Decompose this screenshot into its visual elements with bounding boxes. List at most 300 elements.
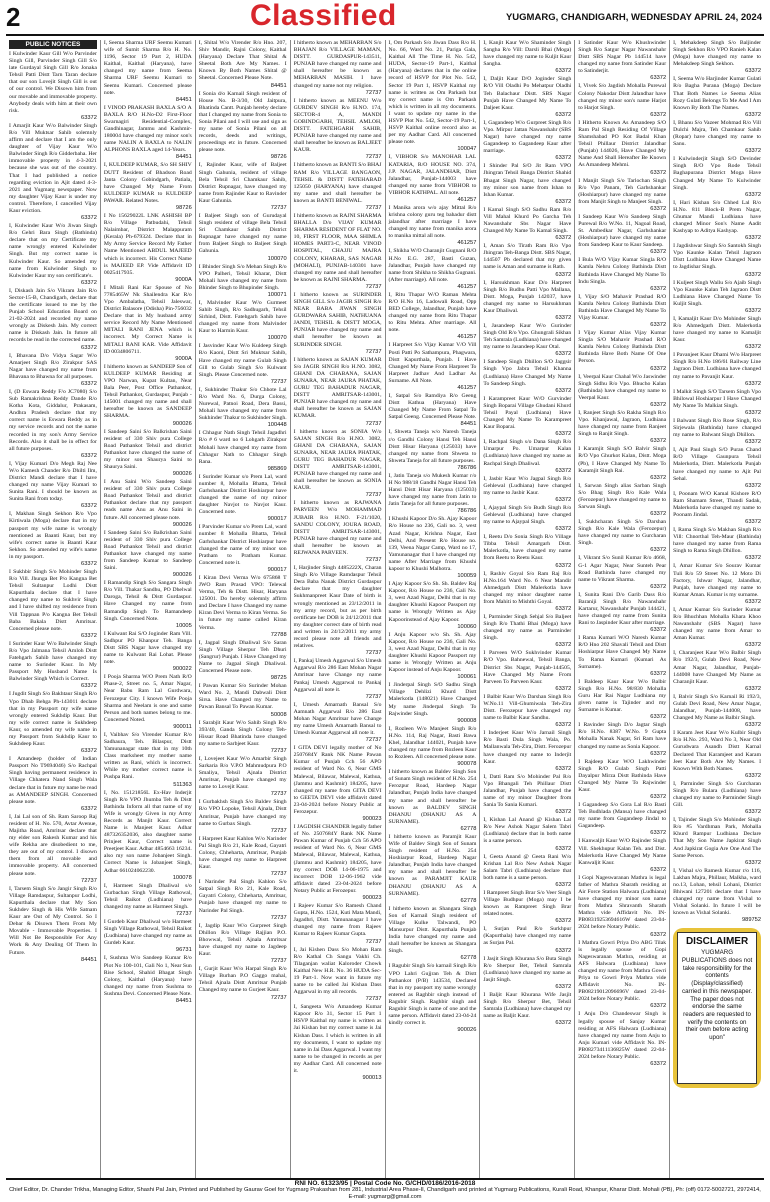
notice-ref: 62778 bbox=[460, 897, 477, 904]
notice-ref: 63372 bbox=[745, 148, 761, 155]
notice-text: I, Kishan Lal Anand @ Kishan Lal R/o New Ashok Nagar Salem Tabri (Ludhiana) declare that in both name is a same person. bbox=[483, 817, 572, 845]
notice-text: I Jinderpal Singh S/O Sadhu Singh Village Dehlizi Khurd Distt Malerkotla (148021) Have Changed My name Jinderpal Singh To Rajwinder Singh. bbox=[388, 682, 477, 717]
notice-text: I, Seema Sharma URF Seemu Kumari wife of Sumit Sharma R/o H. No. 1196, Sector 19 Part 2, HUDA Kaithal, Kaithal (Haryana), have changed my name from Seema Sharma URF Seemu Kumari to Seemu Kumari. Concerned please note. bbox=[103, 40, 192, 96]
column bbox=[196, 40, 291, 1180]
notice-text: I hitherto known as Shangara Singh Son of Karnail Singh resident of Village Kulke Talwandi, PO Mansurpur Distt. Kapurthala Punjab India have changed my name and shall hereafter be known as Shangara Singh. bbox=[388, 905, 477, 955]
notice-ref: 72737 bbox=[270, 958, 287, 965]
notice-ref: 84451 bbox=[175, 997, 192, 1004]
notice-text: I Amandeep (holder of Indian Passport No T9694046) S/o Rachpal Singh having permanent residence in Village Chhatera Nand Singh Wala declare that in future my name be read as AMANDEEP SINGH. Concerned please note. bbox=[9, 756, 97, 805]
notice-text: I Balbir Kaur W/o Darshan Singh R/o W.No.11 Vill-Ghumiwala Teh-Zira Distt. Ferozepur have changed my name to Balbir Kaur Sandhu. bbox=[483, 693, 572, 722]
notice-ref: 72737 bbox=[175, 911, 192, 918]
column bbox=[480, 40, 575, 1180]
notice-text: I hitherto known as MEHARBAN S/o BHAJAN R/o VILLAGE MAMAN, DISTT. GURDASPUR-143511, PUNJAB have changed my name and shall hereafter be known as MEHARBAN MASIH. I have changed my name not my religion. bbox=[293, 40, 382, 89]
notice-ref: 72737 bbox=[365, 492, 382, 499]
column bbox=[670, 40, 764, 1180]
notice-text: I, Ritu Thapar W/O Raman Mehta R/O H.No 16, Ladowali Road, Opp BED College, Jalandhar, Punjab have changed my name from Ritu Thapar to Ritu Mehta. After marriage. All note. bbox=[388, 291, 477, 334]
notice-ref: 900026 bbox=[172, 521, 192, 528]
notice-ref: 63372 bbox=[81, 344, 97, 351]
notice-ref: 63372 bbox=[650, 547, 667, 554]
notice-text: I, Datti Ram S/o Mohinder Pal R/o Vpo Bhangali Teh Phillaur Distt Jalandhar, Punjab have changed the name of my minor Daughter from Sania To Sania Kumari. bbox=[483, 773, 572, 809]
notice-text: I Rampreet Singh Brar S/o Veer Singh Village Budhpur (Moga) may I be known as Rampreet Singh Brar related notes. bbox=[483, 889, 572, 918]
notice-ref: 900022 bbox=[172, 666, 192, 673]
notice-ref: 72737 bbox=[365, 938, 382, 945]
notice-ref: 9000A bbox=[175, 276, 192, 283]
notice-ref: 72737 bbox=[270, 204, 287, 211]
column bbox=[575, 40, 670, 1180]
notice-text: I, KULDEEP KUMAR, S/o SH SHIV DUTT Resident of Bhadson Road Janta Colony Gobindgarh, Patiala, have Changed My Name From KULDEEP KUMAR to KULDEEP PAWAR. Related Notes. bbox=[103, 162, 192, 204]
notice-ref: 84451 bbox=[270, 82, 287, 89]
notice-text: I Kiran Devi Verma W/o 675868 T JWO Ram Prasad VPO: Telewal Verma, Teh & Distt. Hisar, Haryana 125001. Do hereby solemnly affirm and Declare I have Changed my name Kiran Devi Verma to Kiran Verma. So in future my name called Kiran Verma. bbox=[198, 574, 287, 631]
notice-ref: 461257 bbox=[457, 283, 477, 290]
notice-ref: 461257 bbox=[457, 196, 477, 203]
notice-text: I, Vijay S/O Mahavir Prashad R/O Kamla Nehru Colony Bathinda Distt Bathinda Have Changed My Name To Vijay Kumar. bbox=[578, 293, 667, 321]
notice-text: I, Reetu D/o Sonia Singh R/o Village Tibba Tehsil Amargarh Distt. Malerkotla, have changed my name from Reetu to Reetu Kaur. bbox=[483, 534, 572, 562]
notice-text: I, Malvinder Kaur W/o Gurmeet Sahib Singh, R/o Sadhugarh, Tehsil Sirhind, Distt. Fatehgarh Sahib have changed my name from Malvinder Kaur to Harmin Kaur. bbox=[198, 299, 287, 335]
notice-ref: 63372 bbox=[745, 482, 761, 489]
notice-text: I, Amar Kumar S/o Sourav Kumar Tuli R/o 59 Street No. 12 Moto Di Factory, Ishwar Nagar, Jalandhar, Punjab, have changed my name to Kumar Aman. Kumar is my surname. bbox=[673, 563, 761, 598]
notice-text: I, Poonam W/O Kamal Kishore R/O Ram Shamam Street, Thandi Sadak, Malerkotla have changed my name to Poonam Jindal. bbox=[673, 490, 761, 518]
notice-ref: 63372 bbox=[81, 215, 97, 222]
notice-text: I GITA DEVI legally mother of No 2507684Y Rank NK Name Pawan Kumar of Punjab Cch 56 APO resident of Ward No. 6, Near GMS Malewal, Bilawar, Malewal, Kathua, (Jammu and Kashmir) 184205, have changed my name from GITA DEVI to GEETA DEVI vide affidavit dated 23-04-2024 before Notary Public at Ferozepur. bbox=[293, 745, 382, 815]
notice-text: I, Mehakdeep Singh S/o Baljinder Singh Sekhon R/o VPO Ranieh Kalan (Moga) have changed my name to Mehakdeep Singh Sekhon. bbox=[673, 40, 761, 68]
footer-imprint: Chief Editor, Dr. Chander Trikha, Managing Editor, Shashi Pal Jain, Printed and Published by Gaurav Goel for Yugmarg Prakashan from 281, Industrial Area Phase-II, Chandigarh and printed at Yugmarg Publications, Kurali Road, Khanpur, Kharar Distt. Mohali (PB), Ph: (off) 0172-5002721, 2972414, E-mail: yugmarg@gmail.com bbox=[9, 1187, 761, 1200]
notice-ref: 900023 bbox=[362, 816, 382, 823]
notice-ref: 900017 bbox=[267, 566, 287, 573]
notice-text: I Ajay Kapoor S/o Sh. Sh. Baldev Raj Kapoor, R/o House no 236, Gali No. 3, west Azad Nagar, Delhi that in my daughter Khushi Kapoor Passport my name is Wrongly Written as Ajay Kapoorinstead of Ajay Kapoor. bbox=[388, 581, 477, 623]
notice-text: I Jugdit Singh S/o Bakhtaur Singh R/o Vpo Dhab Behga Ph-143011 declare that in my Passport my wife name wrongly entered Sukhdip Kaur. But my wife correct name is Sukhdeep Kaur, so amended my wife name in my Passport from Sukhdip Kaur to Sukhdeep Kaur. bbox=[9, 691, 97, 748]
page-number: 2 bbox=[6, 2, 21, 32]
notice-ref: 63372 bbox=[555, 68, 572, 75]
notice-text: I Gagandeep S/o Gora Lal R/o Basti Teh Budhlada (Mansa) have changed my name from Gagandeep Jindal to Gagandeep. bbox=[578, 802, 667, 830]
notice-ref: 63372 bbox=[745, 235, 761, 242]
notice-ref: 63372 bbox=[650, 931, 667, 938]
notice-text: I Bula W/O Vijay Kumar Singla R/O Kamla Nehru Colony Bathinda Distt Bathinda Have Changed My Name To Indu Singla. bbox=[578, 257, 667, 285]
notice-ref: 63372 bbox=[555, 351, 572, 358]
notice-text: I, Rachpal Singh s/o Dana Singh R/o Umarpur Po. Umarpur Kalan (Ludhiana) have changed my name as Rachpal Singh Dhaliwal. bbox=[483, 439, 572, 467]
notice-ref: 72737 bbox=[270, 378, 287, 385]
notice-text: I, Ajaypal Singh S/o Budh Singh R/o Gehlewal (Ludhiana) have changed my name to Ajaypal Singh. bbox=[483, 504, 572, 526]
notice-ref: 63372 bbox=[650, 249, 667, 256]
notice-text: I Chhagur Nath Singh Tehsil Jagadhri R/o # 6 ward no 6 Lohgarh Zirakpur Mohali have changed my name from Chhagur Nath to Chhagur Singh Rana. bbox=[198, 430, 287, 465]
notice-ref: 62778 bbox=[460, 955, 477, 962]
notice-text: I Sonia d/o Karnail Singh resident of House No. B-3/30, Old Jaitpura, Bhatinda Cantt. Punjab hereby declare that I changed my name from Sonia to Sonia Pilani and I will use and sign as my name of Sonia Pilani on all records, deeds and writings, proceedings etc in future. Concerned please note. bbox=[198, 90, 287, 154]
notice-text: I, Surjan Paul R/o Surkhpur (Kapurthala) have changed my name as Surjan Pal. bbox=[483, 926, 572, 947]
page-title: Classified bbox=[250, 0, 397, 32]
column bbox=[101, 40, 196, 1180]
notice-text: I Ravinder Singh D/o Jagtar Singh R/o H.No. 8387 W.No. 9 Gupta Mohalla Nanak Nagar, Sri Ram have changed my name as Sonia Kapoor. bbox=[578, 722, 667, 750]
notice-ref: 63372 bbox=[650, 75, 667, 82]
notice-ref: 72737 bbox=[270, 747, 287, 754]
notice-ref: 100047 bbox=[457, 146, 477, 153]
notice-text: I, (D Eswara Reddy F/o JC7080) S/o Sub Ramakrishna Reddy Dande R/o Kotha Kota, Giddalur, Prakasam, Andhra Pradesh declare that my correct name is Eswara Reddy as in my service records and not the name recorded in my son's Army Service Records. Also it shall be in effect for all future purposes. bbox=[9, 388, 97, 452]
notice-ref: 63372 bbox=[745, 344, 761, 351]
notice-text: I, Harmeet Singh Dhaliwal s/o Gurbachan Singh Village Rathowal, Tehsil Raikot (Ludhiana) have changed my name as Harmeet Singh. bbox=[103, 882, 192, 910]
notice-ref: 63372 bbox=[81, 452, 97, 459]
notice-ref: 100448 bbox=[267, 422, 287, 429]
notice-text: I Jagdishwar Singh S/o Santokh Singh Vpo Kaunke Kalan Tehsil Jagraon Distt Ludhiana Have Changed Name to Jagdishar Singh. bbox=[673, 243, 761, 271]
notice-ref: 63372 bbox=[650, 1003, 667, 1010]
notice-ref: 900026 bbox=[172, 572, 192, 579]
notice-ref: 63372 bbox=[745, 685, 761, 692]
notice-text: I Satinder Kaur W/o Khushwinder Singh R/o Satgur Nagar Nawanshahr Distt SBS Nagar Pb 144514 have changed my name from Satinder Kaur to Satinderjit. bbox=[578, 40, 667, 75]
notice-ref: 63372 bbox=[555, 918, 572, 925]
notice-ref: 50008 bbox=[270, 711, 287, 718]
notice-text: I Surinder Kumar s/o Prem Lal, ward number 8, Mohalla Bhatta, Tehsil Garhshankar District Hoshiarpur have changed the name of my minor daughter Navjot to Navjot Kaur. Concerned note. bbox=[198, 473, 287, 516]
notice-text: I, Shweta Taneja w/o Naresh Taneja r/o Gandhi Colony Hansi Teh Hansi Distt Hisar Haryana (125033) have changed my name from Shweta to Shweta Taneja for all future purposes. bbox=[388, 429, 477, 464]
notice-text: I, Rozleen W/o Manjeet Singh R/o H.No. 114, Raj Nagar, Basti Bawa Khel, Jalandhar 144021, Punjab have changed my name from Rozleen Kaur to Rozleen. All concerned please note. bbox=[388, 725, 477, 761]
notice-ref: 900011 bbox=[173, 723, 192, 730]
notice-text: I Gopi Nageswaranan Mathra is legal father of Mathra Sharath residing at Air Force Station Halwara (Ludhiana) have changed my minor son name from Mathra Shravanth Sharath Mathra vide Affidavit No. IN-PB08319253694616W dated 23-04-2024 before Notary Public. bbox=[578, 874, 667, 931]
notice-ref: 63372 bbox=[555, 722, 572, 729]
notice-ref: 72737 bbox=[365, 996, 382, 1003]
notice-ref: 63372 bbox=[81, 380, 97, 387]
notice-text: I, Jai Kishen Dass S/o Mohan Ram R/o Kathal Ch Sangu Vakhi Ch. Tilaganjan waliat Kaloroder Chowk Kaithal New H.R. No. 36 HUDA Sec-19 Part-1. Now want in future my name to be called Jai Kishan Dass Aggarwal in my all records. bbox=[293, 946, 382, 996]
notice-text: I, Charanjeet Kaur W/o Balbir Singh R/o 192/3, Gulab Devi Road, New Amar Nagar, Jalandhar, Punjab-144008 have Changed My Name as Charanjit Kaur. bbox=[673, 650, 761, 685]
notice-ref: 63372 bbox=[555, 496, 572, 503]
notice-text: I, Sangeeta W/o Amandeep Kumar Kapoor R/o 31, Sector 15 Part 1 HSVP Kaithal my name is written as Jai Kishan but my correct name is Jai Kishan Dass. I which is written in all my documents, I want to update my name in Jai Dass Aggarwal. I want my name to be changed in records as per my Aadhar Card. All concerned note it. bbox=[293, 1004, 382, 1074]
notice-ref: 100070 bbox=[267, 335, 287, 342]
notice-ref: 63372 bbox=[650, 627, 667, 634]
notice-ref: 72737 bbox=[365, 693, 382, 700]
notice-text: I Inderjeet Kaur W/o Jarnail Singh R/o Basti Dula Singh Wala, Po. Mallanwala Teh-Zira, Distt. Ferozepur have changed my name to Inderjit Kaur. bbox=[483, 730, 572, 765]
notice-ref: 72737 bbox=[81, 877, 97, 884]
notice-ref: 98725 bbox=[270, 675, 287, 682]
notice-text: I Sandeep Singh Dhillon S/O Jaggsir Singh Vpo Jabra Tehsil Khanna (Ludhiana) Have Changed My Name To Sandeep Singh. bbox=[483, 359, 572, 387]
notice-text: I Baldeep Kaur Kaur W/o Balbir Singh R/o H.No. 98/830 Mohalla Guru Har Rai Nagar Ludhiana my given name is Tajinder and my Surname is Kumar. bbox=[578, 678, 667, 714]
notice-ref: 63372 bbox=[650, 438, 667, 445]
notice-text: I Ragubir Singh S/o karnail Singh R/o VPO Lahri Gujjran Teh & Distt Pathankot (P/B) 143534, Declared that in my passport my name wrongly entered as Raghbir singh instead of Ragubir Singh. Raghbir singh and Ragubir Singh is name of one and the same person. Affidavit dated 23-04-24 kindly correct it. bbox=[388, 963, 477, 1027]
notice-ref: 72737 bbox=[365, 420, 382, 427]
notice-text: I Kulwant Rai S/O Joginder Ram Vill. Sadhpur PO Khanpur Teh. Banga Distt SBS Nagar have changed my name to Kulwant Rai Lohat. Please note. bbox=[103, 630, 192, 666]
notice-text: I Jasjit Singh Khurana S/o Buta Singh R/o Sherpur Bet, Tehsil Samrala (Ludhiana) have changed my name as Jasjit Singh. bbox=[483, 955, 572, 983]
notice-ref: 63372 bbox=[555, 111, 572, 118]
notice-text: I Narinder Pal Singh Kahlon S/o Satpal Singh R/o 21, Kale Road, Gayatri Colony, Chheharta, Amritsar, Punjab have changed my name to Narinder Pal Singh. bbox=[198, 879, 287, 914]
notice-text: I hitherto known as SAJAN KUMAR S/o JAGIR SINGH R/o H.NO. 3082, GHANI DA CHABANA, SAJAN SUNARA, NEAR JAURA PHATAK, GURU TEG BAHADUR NAGAR, DISTT AMRITSAR-143001, PUNJAB have changed my name and shall hereafter be known as SAJAN KUMAR. bbox=[293, 356, 382, 420]
notice-ref: 100070 bbox=[267, 255, 287, 262]
notice-ref: 900026 bbox=[457, 1027, 477, 1034]
notice-ref: 63372 bbox=[650, 794, 667, 801]
notice-ref: 100059 bbox=[457, 573, 477, 580]
notice-ref: 72737 bbox=[270, 827, 287, 834]
notice-ref: 900026 bbox=[172, 471, 192, 478]
notice-text: I, Sukhinder Thakur S/o Chhote Lal R/o Ward No. 6, Durga Colony, Nurewal, Patnoi Road, Dera Bassi, Mohali have changed my name from Sukhinder Thakur to Sukhinder Singh. bbox=[198, 386, 287, 422]
notice-ref: 98726 bbox=[270, 154, 287, 161]
notice-ref: 461257 bbox=[457, 334, 477, 341]
notice-ref: 72737 bbox=[365, 204, 382, 211]
notice-ref: 63372 bbox=[555, 1020, 572, 1027]
notice-text: I, Hari Kishan S/o Chhed Lal R/o H.No. 811 Block-B Prem Nagar, Ghumar Mandi Ludhiana have changed Minor Son's Name Aadit Kashyap to Aditya Kashyap. bbox=[673, 199, 761, 235]
notice-text: I Pavanjeet Kaur Dhami W/o Harpreet Singh R/o H.No 186/61 Railway Line Jagraon Distt. Ludhiana have changed my name to Pavanjit Kaur. bbox=[673, 352, 761, 380]
notice-columns bbox=[6, 40, 764, 1180]
notice-text: I Jasvinder Kaur W/o Kuldeep Singh R/o Kaoni, Distt Sri Muktsar Sahib, Have changed my name Gulab Singh Gill to Gulab Singh S/o Kulwant Singh. Please Concerned note. bbox=[198, 343, 287, 378]
notice-text: I Sarabjit Kaur W/o Sahib Singh R/o 393/40, Ganda Singh Colony Teh-Hissar Road Bhatinda have changed my name to Sarbjeet Kaur. bbox=[198, 719, 287, 747]
notice-text: I, Rashiv Goyal S/o Ram Raj R/o H.No.164 Ward No. 6 Near Mandir Ahmedgarh Distt Malerkotla have changed my minor daughter name from Mahiti to Mishthi Goyal. bbox=[483, 570, 572, 605]
notice-text: I Harpreet S/o Vijay Kumar V/O Vill Posti Patti Po Sathampura, Phagwara, Distt Kapurthala, Punjab. I Have Changed My Name From Harpreet To Harpreet Jadhav And Ladhar As Surname. All Note. bbox=[388, 342, 477, 384]
notice-text: I Kamal Singh S/O Sadhu Ram R/o Vill Mahal Khurd Po Garcha Teh Nawanshahr Sbs Nagar Have Changed My Name To Kamal Singh. bbox=[483, 206, 572, 235]
notice-text: I Anju D/o Chandeswar Singh is legally spouse of Sanjay Kumar residing at AFS Halwara (Ludhiana) have changed my name from Anju to Anju Kumari vide Affidavit No. IN-PB08273411136825W dated 22-04-2024 before Notary Public. bbox=[578, 1011, 667, 1060]
notice-ref: 62778 bbox=[460, 825, 477, 832]
notice-text: I, Vijay Kumari D/o Megh Raj Nee W/o Kamesh Chander R/o Dhilti Ilm, District Mandi declare that I have changed my name Vijay Kumari to Sunita Rani. I should be known as Sunita Rani from today. bbox=[9, 460, 97, 503]
notice-text: I Sandeep Kaur W/o Sandeep Singh Purewal R/o W.No. 11, Nagoal Road, St. Ambedkar Nagar, Garhshankar (Hoshiarpur) have changed my name from Sandeep Kaur to Kaur Sandeep. bbox=[578, 213, 667, 249]
notice-ref: 63372 bbox=[555, 947, 572, 954]
notice-text: I, Vishal s/o Ramesh Kumar r/o 116, Lakhan Majra, Phillaur, Malkha, ward no.13, Lohan, tehsil Lohani, District Bhiwani 127201 declare that I have changed my name from Vishal to Vishal Solanki. In future I will be known as Vishal Solanki. bbox=[673, 867, 761, 917]
notice-text: I, Kulwinder Kaur W/o Jiwan Singh R/o Gehri Bara Singh (Bathinda) declare that on my Certificate my name wrongly entered Kulwinder Singh. But my correct name is Kulwinder Kaur. So amended my name from Kulwinder Singh to Kulwinder Kaur my son certificate's. bbox=[9, 223, 97, 279]
notice-ref: 900017 bbox=[267, 516, 287, 523]
notice-text: I, Ranjeet Singh S/o Rakha Singh R/o Vpo. Khanjawal, Jagraon, Ludhiana have changed my name from Ranjeet Singh to Ranjit Singh. bbox=[578, 409, 667, 438]
notice-text: I Parvinder Kumar s/o Prem Lal, ward number 8 Mohalla Bhatta, Tehsil Garhshankar District Hoshiarpur have changed the name of my minor son Pratham to Pratham Kumar. Concerned note it. bbox=[198, 524, 287, 566]
notice-ref: 72737 bbox=[365, 650, 382, 657]
notice-text: I, Jasandeep Kaur W/o Gurinder Singh Old R/o Vpo. Ghungrali Sikhan Teh Samrala (Ludhiana) have changed my name to Jasandeep Kaur Otal. bbox=[483, 323, 572, 351]
notice-text: I, Balvir Singh S/o Karnail Ri 192/3, Gulab Devi Road, New Amar Nagar, Jalandhar, Punjab-144008, have Changed My Name as Balbir Singh. bbox=[673, 693, 761, 722]
notice-ref: 63372 bbox=[555, 235, 572, 242]
column bbox=[386, 40, 481, 1180]
notice-text: I Manjit Singh S/o Tarlochan Singh R/o Vpo Panam, Teh Garhshankar (Hoshiarpur) have changed my name from Manjit Singh to Manjeet Singh. bbox=[578, 177, 667, 205]
notice-text: I hitherto known as RAJWANA PARVEEN W/o MOHAMMAD JUBAIR R/o H.NO. F-21/1020, SANDU COLONY, JOURA ROAD, DISTT AMRITSAR-143001, PUNJAB have changed my name and shall hereafter be known as REJWANA PARVEEN. bbox=[293, 500, 382, 556]
notice-ref: 63372 bbox=[745, 380, 761, 387]
notice-ref: 63372 bbox=[555, 155, 572, 162]
notice-text: I Gurbakhsh Singh S/o Baldev Singh R/o VPO Lopoke, Tehsil Ajnala, Distt Amritsar, Punjab have changed my name to Gurbax Singh. bbox=[198, 799, 287, 827]
notice-text: I hitherto known as SONIA W/o SAJAN SINGH R/o H.NO. 3082, GHANI DA CHABANA, SAJAN SUNARA, NEAR JAURA PHATAK, GURU TEG BAHADUR NAGAR, DISTT AMRITSAR-143001, PUNJAB have changed my name and shall hereafter be known as SONIA KAUR. bbox=[293, 428, 382, 492]
notice-ref: 63372 bbox=[650, 474, 667, 481]
notice-ref: 63372 bbox=[650, 365, 667, 372]
notice-ref: 63372 bbox=[650, 1061, 667, 1068]
notice-ref: 63372 bbox=[745, 439, 761, 446]
notice-ref: 100071 bbox=[267, 291, 287, 298]
notice-text: I, Jatin Taneja s/o Mukesh Kumar r/o H No 988/18 Gandhi Nagar Hansi Teh Hansi Distt Hisar Haryana (125033) have changed my name from Jatin to Jatin Taneja for all future purposes. bbox=[388, 472, 477, 508]
notice-ref: 9000A bbox=[175, 355, 192, 362]
notice-text: I, Bhavana D/o Vidya Sagar W/o Amarjeet Singh R/o Zirakpur SAS Nagar have changed my name from Bhavana to Bhawna for all purposes. bbox=[9, 352, 97, 380]
notice-ref: 63372 bbox=[650, 670, 667, 677]
notice-ref: 985869 bbox=[267, 465, 287, 472]
notice-text: I, Harjinder Singh 4485222X, Charan Singh R/o Village Ramdaspur Tehsil Dera Baba Nanak District Gurdaspur declare that my daughter Sukhmanpreet Kaur Date of birth is wrongly mentioned as 23/12/2011 in my army record, but as per birth certificate her DOB is 24/12/2011 that my daughter correct date of birth read and written in 24/12/2011 my army record please note all friends and relatives. bbox=[293, 565, 382, 650]
notice-ref: 63372 bbox=[81, 683, 97, 690]
notice-ref: 63372 bbox=[650, 285, 667, 292]
notice-ref: 72788 bbox=[270, 631, 287, 638]
notice-text: I, Tajinder Singh S/o Mohinder Singh R/o #5 Vardhman Park, Mohalla Khurd Rampur Ludhiana Declare That My Son Name Japkirat Singh And Japkirat Gogia Are One And The Same Person. bbox=[673, 817, 761, 859]
notice-text: I, Vaibhav S/o Virender Kumar R/o Sadhaura, Teh. Bilaspur, Distt Yamunanagar state that in my 10th Class marksheet my mother name written as Rani, which is incorrect. While my mother correct name is Pushpa Rani. bbox=[103, 731, 192, 781]
notice-text: I, Rajinder Kaur, wife of Baljeet Singh Gahunia, resident of village Bela Tehsil Sri Chamkaur Sahib, District Rupnagar, have changed my name from Rajinder Kaur to Ravinder Kaur Gahunia. bbox=[198, 162, 287, 204]
section-head: PUBLIC NOTICES bbox=[9, 40, 97, 49]
notice-ref: 63372 bbox=[555, 467, 572, 474]
notice-text: I, Seema W/o Harjinder Kumar Gulati R/o Bagha Purana (Moga) Declare That Both Names i.e Seema Alias Rozy Gulati Belongs To Me And I Am Known By Both The Names. bbox=[673, 76, 761, 111]
notice-text: I Khushi Kapoor D/o Sh. Ajay Kapoor R/o House no 236, Gali no. 3, west Azad Nagar, Krishna Nagar, East Delhi, And Present R/o House no. 139, Veena Nagar Camp, Ward no 17, Yamunanagar that I have changed my name After Marriage from Khushi kapoor to Khushi Malhotra. bbox=[388, 516, 477, 572]
column bbox=[6, 40, 101, 1180]
notice-ref: 63372 bbox=[555, 845, 572, 852]
notice-text: I Vijay Kumar Alias Vijay Kumar Singla S/O Mahavir Prashad R/O Kamla Nehru Colony Bathinda Distt Bathinda Have Both Name Of One Person. bbox=[578, 330, 667, 365]
notice-text: I, Diskash Jain S/o Vikram Jain R/o Sector-15-B, Chandigarh, declare that the certificate issued to me by the Punjab School Education Board on 21-02-2024 and recorded my name wrongly as Diskesh Jain. My correct name is Diskash Jain. In future all records be read in the corrected name. bbox=[9, 287, 97, 344]
notice-text: I, Gurjit Kaur W/o Harpal Singh R/o Village Burhan P.O Gaggo mahal, Tehsil Ajnala Distt Amritsar Punjab Changed my name to Gurjeet Kaur. bbox=[198, 966, 287, 994]
notice-ref: 96731 bbox=[175, 947, 192, 954]
notice-text: I Surinder Kaur W/o Balwinder Singh R/o Vpo Jalmana Tehsil Amloh Distt Fatehgarh Sahib have changed my name to Surinder Kaur. In My Passport My Husband Name Is Balwinder Singh Which is Correct. bbox=[9, 640, 97, 683]
notice-ref: 63372 bbox=[555, 198, 572, 205]
notice-ref: 84451 bbox=[175, 96, 192, 103]
notice-text: I, Shital W/o Virender R/o Hno. 207, Shiv Mandir, Rajni Colony, Kaithal (Haryana) Declare That Shital & Sheetal Both Are My Names. I Known By Both Names Shital @ Sheetal. Concerned Please Note. bbox=[198, 40, 287, 82]
notice-ref: 72737 bbox=[365, 154, 382, 161]
disclaimer-title: DISCLAIMER bbox=[685, 936, 749, 948]
notice-ref: 900008 bbox=[457, 717, 477, 724]
notice-text: I Manika arora w/o ajay Mittal R/o krishna colony guru teg bahadur distt jalandhar after marriage I have changed my name from manika arora to manika mittal all note. bbox=[388, 204, 477, 240]
notice-ref: 63372 bbox=[745, 772, 761, 779]
notice-ref: 786786 bbox=[457, 464, 477, 471]
notice-text: I Balwant Singh R/o Rose Singh, R/o Sirjewala (Bathinda) have changed my name to Balwant Singh Dhillon. bbox=[673, 417, 761, 439]
notice-text: I, Jagdip Kaur W/o Gurpreet Singh Dhillon R/o Village Rajjian P.O. Bhowwal, Tehsil Ajnala Amritsar have changed my name to Jagdeep Kaur. bbox=[198, 922, 287, 958]
notice-ref: 63372 bbox=[555, 685, 572, 692]
notice-ref: 72737 bbox=[270, 791, 287, 798]
notice-ref: 63372 bbox=[745, 519, 761, 526]
notice-text: I Sandeep Saini S/o Balkrishan Saini resident of 330 Shiv pura College Road Pathankot Tehsil and district Pathankot have changed the name of my minor son Shaurya Saini to Shaurya Saini. bbox=[103, 428, 192, 470]
notice-ref: 100060 bbox=[457, 623, 477, 630]
notice-ref: 989752 bbox=[742, 917, 761, 924]
notice-text: I Pawan Kumar S/o Surinder Mohan Ward No. 2, Mandi Dabwali Distt Sirsa. Have Changed my Name to Pawan Bansal To Pawan Kumar. bbox=[198, 683, 287, 711]
notice-ref: 786786 bbox=[457, 508, 477, 515]
notice-text: I, Bhanu S/o Vazeer Mohmad R/o Vill Dulchi Majra, Teh Chamkaur Sahib (Ropar) have changed my name to Sanu. bbox=[673, 119, 761, 148]
notice-text: I, Parminder Singh Sehjal S/o Baljeet Singh R/o Thathi Bhai (Moga) have changed my name as Parminder Singh. bbox=[483, 614, 572, 642]
notice-text: I Mitali Rani Kar Spouse of No 7785465W Nk Shailendra Kar R/o Vpo Ambalatha, Tehsil Jaleswar, District Balasore (Odisha) Pin-756032 Declare that in My husband army service Record My Name Mentioned MITALI RANI JENA which is incorrect. My Correct Name is MITALI RANI KAR. Vide Affidavit ID 0034806711. bbox=[103, 284, 192, 355]
notice-ref: 63372 bbox=[650, 714, 667, 721]
notice-ref: 63372 bbox=[81, 503, 97, 510]
notice-ref: 100078 bbox=[172, 874, 192, 881]
notice-text: I, Lovejeet Kaur W/o Amarbir Singh Sarkaria R/o V.P.O Mahmudpura P.O Smaliya, Tehsil Ajnala District Amritsar, Punjab have changed my name to Lovejit Kaur. bbox=[198, 755, 287, 791]
notice-text: I, Pankaj Umesh Aggarwal S/o Umesh Aggarwal R/o 286 East Mohan Nagar Amritsar have Change my name Pankaj Umesh Aggarwal to Pankaj Aggarwal all note it. bbox=[293, 658, 382, 693]
notice-text: I Parveen W/O Sukhvinder Kumar R/O Vpo. Bahnewal, Tehsil Banga, District Sbs Nagar, Punjab-144505, Have Changed My Name From Parveen To Parveen Kaur. bbox=[483, 650, 572, 685]
notice-text: I hitherto known as MEENU W/o GURDEV SINGH R/o H.NO. 174, SECTOR-4 A, MANDI GOBINDGARH, TEHSIL AMLOH, DISTT. FATEHGARH SAHIB, PUNJAB have changed my name and shall hereafter be known as BALJEET KAUR. bbox=[293, 97, 382, 154]
notice-ref: 900078 bbox=[457, 761, 477, 768]
notice-ref: 10005 bbox=[175, 622, 192, 629]
notice-ref: 63372 bbox=[650, 511, 667, 518]
disclaimer-body: YUGMARG PUBLICATIONS does not take responsibility for the contents (Display/classified) carried in this newspaper. The paper does not endorse the same readers are requested to verify the contents on their own before acting upon" bbox=[681, 949, 753, 1042]
disclaimer-inner bbox=[677, 932, 757, 1084]
notice-text: I Kulwinder Kaur Gill W/o Parvinder Singh Gill, Parvinder Singh Gill S/o late Gurdayal Singh Gill R/o Jonaka Tehsil Patti Distt Tarn Taran declare that our son Lovejit Singh Gill is out of our control. We Disown him from our movable and immovable property. Anybody deals with him at their own risk. bbox=[9, 51, 97, 114]
notice-text: I JAGDISH CHANDER legally father of No. 2507684Y Rank NK Name Pawan Kumar of Punjab Cch 56 APO resident of Ward No. 6, Near GMS Malewal, Bilawar, Malewal, Kathua, (Jammu and Kashmir) 184205, have my correct DOB 14-06-1975 and incorrect DOB 12-06-1962 vide affidavit dated 23-04-2024 before Notary Public at Ferozepur. bbox=[293, 824, 382, 894]
notice-text: I, Umesh Amarnath Bansal S/o Aamnath Aggarwal R/o 286 East Mohan Nagar Amritsar have Change my name Umesh Amarnath Bansal to Umesh Kumar Aggarwal all note it. bbox=[293, 701, 382, 737]
notice-ref: 63372 bbox=[81, 114, 97, 121]
notice-text: I Hitherto Known As Amandeep S/O Ram Pal Singh Residing Of Village Shamshabad PO Kot Badal Khan Tehsil Phillaur District Jalandhar (Punjab) 144026, Have Changed My Name And Shall Hereafter Be Known As Amandeep Mehmi. bbox=[578, 119, 667, 169]
notice-text: I Mathra Gowri Priya D/o ABG Tilak is legally spouse of Gopi Nageswaranan Mathra, residing at AFS Halwara (Ludhiana) have changed my name from Mathra Gowri Priya to Gowri Priya Mathra vide Affidavit No. IN-PB08219012096696V dated 23-04-2024 before Notary Public. bbox=[578, 939, 667, 1003]
notice-ref: 63372 bbox=[650, 866, 667, 873]
dateline: YUGMARG, CHANDIGARH, WEDNESDAY APRIL 24, 2024 bbox=[505, 12, 762, 23]
notice-text: I, Veerpal Kaur Chahal W/o Jaswinder Singh Sidhu R/o Vpo. Bhucho Kalan (Bathinda) have changed my name to Veerpal Kaur. bbox=[578, 373, 667, 401]
notice-text: I Kanwaljit Kaur W/O Rajinder Singh Vill. Shekhupur Kalan Teh. and Dist. Malerkotla Have Changed My Name Kanwaljit Kaur. bbox=[578, 838, 667, 866]
notice-ref: 63372 bbox=[745, 409, 761, 416]
notice-ref: 63372 bbox=[555, 881, 572, 888]
notice-ref: 63372 bbox=[555, 809, 572, 816]
notice-ref: 63372 bbox=[555, 562, 572, 569]
notice-ref: 63372 bbox=[555, 271, 572, 278]
notice-ref: 63372 bbox=[555, 765, 572, 772]
notice-text: I, Tarsem Singh S/o Jangir Singh R/o Village Ramdaspur, Sultanpur Lodhi, Kapurthala declare that My Son Sukhdev Singh & His Wife Satnam Kaur are Out of My Control. So I Debar & Disown Them From My Movable - Immovable Properties. I Will Not Be Responsible For Any Work & Any Dealing Of Them In Future. bbox=[9, 885, 97, 956]
notice-text: I Amarjit Kaur W/o Balwinder Singh R/o Vill Muktsar Sahib solemnly affirm and declare that I am the only daughter of Vijay Kaur W/o Balwinder Singh R/o Gidderbaha. Her immovable property in 4-3-2021 because she was out of the country. That I had published a notice regarding eviction in Ajit dated 4-3-2021 and Yugmarg newspaper. Now my daughter Vijay Kaur is under my control. Therefore, I cancelled Vijay Kaur eviction. bbox=[9, 122, 97, 214]
notice-ref: 63372 bbox=[650, 205, 667, 212]
notice-text: I Kuljeet Singh Wallu S/o Ajaib Singh Vpo Kaunke Kalan Teh Jagraon Distt Ludhiana Have Changed Name To Kuljit Singh. bbox=[673, 279, 761, 307]
notice-ref: 72737 bbox=[270, 914, 287, 921]
notice-text: I Baljit Kaur Khurana Wife Jasjit Singh R/o Sherpur Bet, Tehsil Samrala (Ludhiana) have changed my name as Baljit Kaur. bbox=[483, 991, 572, 1020]
notice-text: I Baljeet Singh son of Gurudayal Singh resident of village Bela Tehsil Sri Chamkaur Sahib District Rupnagar have changed my name from Baljeet Singh to Baljeet Singh Gahunia. bbox=[198, 212, 287, 255]
notice-text: I, Sushma W/o Sandeep Kumar R/o Plot No 100-101, Gali No 1, Near Sun Rise School, Shahid Bhagat Singh Colony, Kaithal (Haryana) have changed my name from Sushma to Sushma Devi. Concerned Please Note. bbox=[103, 955, 192, 997]
column bbox=[291, 40, 386, 1180]
notice-text: I Karamjit Singh S/O Balvir Singh R/O Vpo Ghurkot Kalan, Distt. Moga (Pb), I Have Changed My Name To Karamjit Singh Rai. bbox=[578, 446, 667, 474]
notice-ref: 72737 bbox=[270, 871, 287, 878]
notice-text: I, Ajit Paul Singh S/O Puran Chand R/O Village Gaunpura Tehsil Malerkotla, Distt. Malerkotla Punjab have changed my name to Ajit Pal Sehal. bbox=[673, 447, 761, 482]
notice-text: I hitherto known as BANTI S/o BHAJ RAM R/o VILLAGE BANGAON, TEHSIL & DISTT FATEHABAD 125050 (HARYANA) have changed my name and shall hereafter be known as BANTI BENIWAL. bbox=[293, 162, 382, 204]
notice-text: I, Jagpal Singh Dhaliwal S/o Saran Singh Village Sherpur Teh Dhuri (Sangrur) Punjab. I Have Changed my Name to Jagpal Singh Dhaliwal. Concerned Please note. bbox=[198, 639, 287, 675]
notice-text: I Ramandip Singh S/o Sangara Singh R/o Vill. Thakar Sandhu, PO Dhelwal Daroga, Tehsil & Distt Gurdaspur. Have Changed my name from Ramandip Singh To Ramandeep Singh. Concerned Note. bbox=[103, 580, 192, 622]
footer-rni: RNI NO. 61323/95 | Postal Code No. G/CHD/0186/2016-2018 bbox=[294, 1180, 476, 1187]
notice-ref: 63372 bbox=[745, 859, 761, 866]
notice-text: I, Sarwan Singh alias Sarban Singh S/o Bhag Singh R/o Kale Wala (Ferozepur) have changed my name to Sarwan Singh. bbox=[578, 482, 667, 510]
notice-ref: 63372 bbox=[745, 271, 761, 278]
notice-text: I Karampreet Kaur W/O Gurvinder Singh Boparai Village Ghudani Khurd Tehsil Payal (Ludhiana) Have Changed My Name To Karampreet Kaur Boparai. bbox=[483, 395, 572, 431]
notice-ref: 63372 bbox=[745, 722, 761, 729]
notice-text: I, Sukhcharan Singh S/o Darshan Singh R/o Kale Wala (Ferozepur) have changed my name to Gurcharan Singh. bbox=[578, 519, 667, 547]
notice-text: I, Daljit Kaur D/O Joginder Singh R/O Vill Oladhi Po Mehatpur Oladhi Teh Balachaur Distt. SBS Nagar Punjab Have Changed My Name To Daljeet Kaur. bbox=[483, 76, 572, 111]
notice-ref: 84451 bbox=[81, 956, 97, 963]
notice-ref: 63372 bbox=[650, 401, 667, 408]
notice-ref: 63372 bbox=[745, 809, 761, 816]
notice-ref: 63372 bbox=[650, 111, 667, 118]
notice-ref: 63372 bbox=[555, 606, 572, 612]
notice-text: I Bhinder Singh S/o Mehan Singh R/o VPO Palheri, Tehsil Kharar, Distt Mohali have changed my name from Bhinder Singh to Bhupinder Singh. bbox=[198, 263, 287, 291]
notice-ref: 63372 bbox=[81, 279, 97, 286]
notice-text: I, VIBHOR S/o MANOHAR LAL KATARIA, R/O HOUSE NO. 374, J.P. NAGAR, JALANDHAR, Distt Jalandhar, Punjab-144003 have changed my name from VIBHOR to VIBHOR KATHPAL. All note. bbox=[388, 154, 477, 196]
notice-ref: 63372 bbox=[650, 750, 667, 757]
notice-text: I Rajeev Kumar S/o Ramesh Chand Gupta, H.No. 1524, Kuti Mata Mandi, Jagadhri, Distt. Yamunanagar I have changed my name from Rajeev Kumar to Rajeev Kumar Gupta. bbox=[293, 903, 382, 938]
notice-ref: 63372 bbox=[555, 983, 572, 990]
notice-ref: 72737 bbox=[365, 737, 382, 744]
notice-text: I hitherto known as SANDEEP Son of KULDEEP KUMAR Residing at VPO Narwan, Kupat Kultan, Near Bala Peer, Post Office Pathankot, Tehsil Pathankot, Gurdaspur, Punjab - 145001 changed my name and shall hereafter be known as SANDEEP SHARMA. bbox=[103, 363, 192, 420]
notice-ref: 63372 bbox=[81, 748, 97, 755]
notice-ref: 98726 bbox=[175, 204, 192, 211]
notice-text: I, Kamaljit Kaur D/o Mohinder Singh R/o Ahmedgarh Distt. Malerkotla have changed my name to Kamaljit Kaur. bbox=[673, 315, 761, 344]
notice-ref: 63372 bbox=[81, 632, 97, 639]
notice-ref: 63372 bbox=[650, 322, 667, 329]
notice-ref: 63372 bbox=[555, 642, 572, 649]
notice-text: I, Harsukhman Kaur D/o Harpreet Singh R/o Budhu Patti Vpo Mallana, Distt. Moga, Punjab 142037, have changed my name to Harsukhman Kaur Dhaliwal. bbox=[483, 279, 572, 314]
notice-text: I, Gagandeep W/o Gurpreet Singh R/o Vpo. Mirpur Jattan Nawanshahr (SBS Nagar) have changed my name Gagandeep to Gagandeep Kaur after marriage. bbox=[483, 119, 572, 155]
notice-text: I hitherto known as Baldev Singh Son of Sunam Singh resident of H.No. 254 Ferozpur Road, Hardeep Nagar Jalandhar, Punjab India have changed my name and shall hereafter be known as BALDEV SINGH DHANJU (DHANJU AS A SURNAME). bbox=[388, 769, 477, 825]
top-rule bbox=[6, 34, 764, 36]
notice-text: I, Jai Lal son of Sh. Ram Saroop Raj resident of H. No. 570, Avtar Avenue, Majitha Road, Amritsar declare that my elder son Rakesh Kumar and his wife Rekha are disobedient to me, they are out of my control. I disown them from all movable and immovable property. All concerned please note. bbox=[9, 813, 97, 877]
notice-text: I, Kanjit Kaur W/o Shaminder Singh Sangha R/o Vill: Darsli Bhai (Moga) have changed my name to Kuljit Kaur Sangha. bbox=[483, 40, 572, 68]
notice-text: I, Vikrant S/o Sunil Kumar R/o 4668, G-1 Agar Nagar, Near Sunteh Pear Road Bathinda have changed my name to Vikrant Sharma. bbox=[578, 555, 667, 583]
notice-ref: 84451 bbox=[175, 154, 192, 161]
notice-ref: 63372 bbox=[650, 583, 667, 590]
notice-ref: 63372 bbox=[745, 191, 761, 198]
notice-ref: 63372 bbox=[555, 315, 572, 321]
notice-text: I, Jasbir Kaur W/o Jagpal Singh R/o Gehlewal (Ludhiana) have changed my name to Jasbir Kaur. bbox=[483, 475, 572, 496]
notice-text: I, Satpal S/o Ramdiya R/o Geeng Distt Kathua (Haryana) Have Changed My Name From Satpal To Satpal Geeng. Concerned Please Note. bbox=[388, 393, 477, 421]
footer bbox=[6, 1180, 764, 1201]
notice-ref: 63372 bbox=[650, 830, 667, 837]
notice-ref: 511363 bbox=[173, 781, 192, 788]
notice-ref: 900026 bbox=[172, 420, 192, 427]
notice-text: I, Parminder Singh S/o Gurcharan Singh R/o Bulara (Ludhiana) have changed my name to Parminder Singh Gill. bbox=[673, 780, 761, 809]
notice-ref: 63372 bbox=[650, 169, 667, 176]
notice-ref: 461257 bbox=[457, 385, 477, 392]
notice-text: I Malkit Singh S/O Tarsem Singh Vpo Bhilowal Hoshiarpur I Have Changed My Name To Malkiat Singh. bbox=[673, 388, 761, 409]
notice-text: I, Makhan Singh Sekhon R/o Vpo Kirtiwala (Moga) declare that in my passport my wife name is wrongly mentioned as Baanti Kaur, but my wife's correct name is Baanti Kaur Sekhon. So amended my wife's name in my passport. bbox=[9, 511, 97, 560]
notice-text: I VINOD PRAKASH BAXLA S/O A BAXLA R/O H.No-D2 First-Floor Swarnagiri Residential-Complex, Gandhinagar, Jammu and Kashmir-180004 have changed my minor son's name NALIN A BAXLA to NALIN ALPHONS BAXLA aged 14-Years. bbox=[103, 104, 192, 154]
notice-text: I, Geeta Anand @ Geeta Rani W/o Krishan Lal R/o New Ashok Nagar Salam Tabri (Ludhiana) declare that both name is a same person. bbox=[483, 853, 572, 881]
notice-text: I Anju Kapoor w/o Sh. Sh. Ajay Kapoor, R/o House no 236, Gali No. 3, west Azad Nagar, Delhi that in my daughter Khushi Kapoor Passport my name is Wrongly Written as Anju Kapoor instead of Anju Kapoor. bbox=[388, 631, 477, 674]
notice-ref: 63372 bbox=[745, 642, 761, 649]
notice-text: I Sandeep Saini S/o Balkrishan Saini resident of 330 Shiv pura College Road Pathankot Tehsil and district Pathankot have changed my name from Sandeep Kumar to Sandeep Saini. bbox=[103, 529, 192, 572]
notice-text: I Rajdeep Kaur W/O Lakhwinder Singh R/O Gulab Singh Patti Dayalpur Mirza Distt Bathinda Have Changed My Name To Rajwinder Kaur. bbox=[578, 758, 667, 793]
masthead bbox=[0, 0, 770, 34]
notice-text: I Harpreet Kaur Kahlon W/o Narinder Pal Singh R/o 21, Kale Road, Gayatri Colony, Chheharta, Amritsar, Punjab have changed my name to Harpreet Kaur. bbox=[198, 835, 287, 871]
notice-ref: 72737 bbox=[365, 89, 382, 96]
notice-text: I hitherto known as SURINDER SINGH GILL S/o JAGIR SINGH R/o NEAR BABA JIWAN SINGH GURDWARA SAHIB, NATHUANA JANDI, TEHSIL & DISTT MOGA, PUNJAB have changed my name and shall hereafter be known as SURINDER SINGH. bbox=[293, 291, 382, 348]
notice-text: I Rama Kumari W/O Naresh Kumar R/O Hno 202 Shavali Tehsil and Distt Hoshiarpur Have Changed My Name To Rama Kumari (Kumari As Surname). bbox=[578, 635, 667, 670]
